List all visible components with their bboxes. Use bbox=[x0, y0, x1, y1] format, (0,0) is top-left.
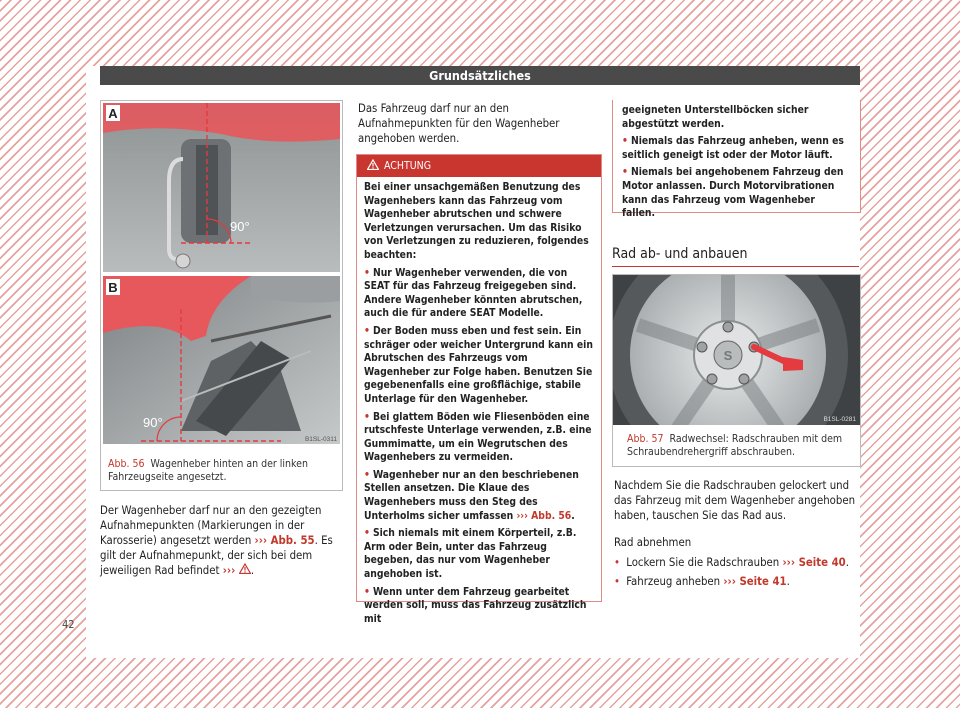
warning-item-text: Niemals bei angehobenem Fahrzeug den Motor anlassen. Durch Motorvibrationen kann das Fahrzeug vom Wagenheber fallen. bbox=[622, 166, 844, 220]
warning-item: • Niemals bei angehobenem Fahrzeug den Motor anlassen. Durch Motorvibrationen kann das Fahrzeug vom Wagenheber fallen. bbox=[622, 166, 844, 220]
figure-56-label-a: A bbox=[108, 106, 118, 121]
svg-text:S: S bbox=[723, 348, 733, 363]
page-header: Grundsätzliches bbox=[100, 66, 860, 85]
warning-icon bbox=[367, 159, 379, 170]
figure-56-label-b: B bbox=[108, 280, 118, 295]
rad-abnehmen-item-text: Lockern Sie die Radschrauben bbox=[626, 556, 780, 569]
warning-item-text: Sich niemals mit einem Körperteil, z.B. Arm oder Bein, unter das Fahrzeug begeben, das nur vom Wagenheber angehoben ist. bbox=[364, 527, 577, 581]
warning-box bbox=[356, 154, 602, 625]
figure-56-angle-a: 90° bbox=[230, 219, 250, 234]
link-arrow: ››› bbox=[254, 534, 268, 547]
warning-item: • Bei glattem Böden wie Fliesenböden eine rutschfeste Unterlage verwenden, z.B. eine Gummimatte, um ein Wegrutschen des Wagenhebers zu vermeiden. bbox=[364, 410, 592, 464]
warning-item-link[interactable]: ››› Abb. 56 bbox=[516, 509, 572, 522]
figure-56-angle-b: 90° bbox=[143, 415, 163, 430]
figure-56-code: B1SL-0311 bbox=[304, 436, 337, 443]
figure-57-caption-text: Radwechsel: Radschrauben mit dem Schraubendrehergriff abschrauben. bbox=[627, 433, 843, 458]
figure-57-code: B1SL-0281 bbox=[823, 416, 856, 423]
rad-abnehmen-item-link[interactable]: ››› Seite 41 bbox=[723, 575, 787, 588]
warning-item: • Der Boden muss eben und fest sein. Ein schräger oder weicher Untergrund kann ein Abrutschen des Fahrzeugs vom Wagenheber zur Folge haben. Benutzen Sie gegebenenfalls eine großflächige, stabile Unterlage für den Wagenheber. bbox=[364, 324, 593, 405]
warning-triangle-icon bbox=[239, 563, 251, 574]
warning-item-text: Bei glattem Böden wie Fliesenböden eine rutschfeste Unterlage verwenden, z.B. eine Gummimatte, um ein Wegrutschen des Wagenhebers zu vermeiden. bbox=[364, 410, 592, 464]
warning-header bbox=[357, 155, 601, 177]
warning-item-text: Der Boden muss eben und fest sein. Ein schräger oder weicher Untergrund kann ein Abrutschen des Fahrzeugs vom Wagenheber zur Folge haben. Benutzen Sie gegebenenfalls eine großflächige, stabile Unterlage für den Wagenheber. bbox=[364, 324, 593, 405]
page-number: 42 bbox=[62, 618, 75, 631]
warning-item-link-text: Abb. 56 bbox=[531, 509, 572, 522]
left-paragraph: Der Wagenheber darf nur an den gezeigten Aufnahmepunkten (Markierungen in der Karosserie) angesetzt werden ››› Abb. 55. Es gilt der Aufnahmepunkt, der sich bei dem jeweiligen Rad befindet ››› . bbox=[100, 504, 333, 577]
warning-item-text: Niemals das Fahrzeug anheben, wenn es seitlich geneigt ist oder der Motor läuft. bbox=[622, 135, 844, 161]
figure-57-caption-number: Abb. 57 bbox=[627, 433, 664, 445]
link-text: Abb. 55 bbox=[270, 534, 315, 547]
warning-reference-arrow: ››› bbox=[222, 564, 236, 577]
rad-abnehmen-title: Rad abnehmen bbox=[614, 536, 692, 549]
warning-item: • Sich niemals mit einem Körperteil, z.B. Arm oder Bein, unter das Fahrzeug begeben, das nur vom Wagenheber angehoben ist. bbox=[364, 527, 577, 581]
warning-item-text: Nur Wagenheber verwenden, die von SEAT für das Fahrzeug freigegeben sind. Andere Wagenheber könnten abrutschen, auch die für andere SEAT Modelle. bbox=[364, 266, 583, 320]
warning-body bbox=[357, 177, 601, 634]
figure-56-caption-number: Abb. 56 bbox=[108, 458, 145, 470]
figure-56 bbox=[100, 100, 343, 491]
warning-box-continued bbox=[612, 100, 861, 220]
rad-abnehmen-item-link[interactable]: ››› Seite 40 bbox=[782, 556, 846, 569]
warning-item: • Niemals das Fahrzeug anheben, wenn es seitlich geneigt ist oder der Motor läuft. bbox=[622, 135, 844, 161]
warning-item-text: Wenn unter dem Fahrzeug gearbeitet werden soll, muss das Fahrzeug zusätzlich mit bbox=[364, 585, 587, 625]
figure-57 bbox=[612, 274, 861, 467]
left-paragraph-text-1: Der Wagenheber darf nur an den gezeigten Aufnahmepunkten (Markierungen in der Karosserie) angesetzt werden bbox=[100, 504, 322, 547]
rad-abnehmen-item-text: Fahrzeug anheben bbox=[626, 575, 721, 588]
figure-57-illustration bbox=[613, 275, 860, 425]
figure-57-caption bbox=[627, 433, 855, 459]
rad-abnehmen-item: • Lockern Sie die Radschrauben ››› Seite 40. bbox=[614, 556, 849, 569]
figure-56-illustration bbox=[101, 101, 342, 490]
warning-item: • Wagenheber nur an den beschriebenen Stellen ansetzen. Die Klaue des Wagenhebers muss den Steg des Unterholms sicher umfassen ››› Abb. 56. bbox=[364, 468, 579, 522]
left-paragraph-text-2: . Es gilt der Aufnahmepunkt, der sich bei dem jeweiligen Rad befindet bbox=[100, 534, 333, 577]
warning-item: • Nur Wagenheber verwenden, die von SEAT für das Fahrzeug freigegeben sind. Andere Wagenheber könnten abrutschen, auch die für andere SEAT Modelle. bbox=[364, 266, 583, 320]
warning-item: • Wenn unter dem Fahrzeug gearbeitet werden soll, muss das Fahrzeug zusätzlich mit bbox=[364, 585, 587, 625]
warning-continued-body bbox=[613, 100, 860, 229]
right-paragraph: Nachdem Sie die Radschrauben gelockert und das Fahrzeug mit dem Wagenheber angehoben haben, tauschen Sie das Rad aus. bbox=[614, 479, 856, 522]
middle-intro: Das Fahrzeug darf nur an den Aufnahmepunkten für den Wagenheber angehoben werden. bbox=[358, 102, 560, 145]
warning-reference[interactable] bbox=[223, 564, 251, 577]
warning-title: ACHTUNG bbox=[384, 160, 432, 172]
rad-abnehmen-item-ref: Seite 41 bbox=[739, 575, 787, 588]
rad-abnehmen-item-ref: Seite 40 bbox=[798, 556, 846, 569]
figure-56-caption-text: Wagenheber hinten an der linken Fahrzeugseite angesetzt. bbox=[108, 458, 308, 483]
figure-56-caption bbox=[108, 458, 338, 484]
rad-abnehmen-item: • Fahrzeug anheben ››› Seite 41. bbox=[614, 575, 790, 588]
section-title: Rad ab- und anbauen bbox=[612, 246, 859, 267]
left-paragraph-link[interactable] bbox=[255, 534, 315, 547]
warning-continuation: geeigneten Unterstellböcken sicher abgestützt werden. bbox=[622, 104, 809, 130]
warning-intro: Bei einer unsachgemäßen Benutzung des Wagenhebers kann das Fahrzeug vom Wagenheber abrutschen und schwere Verletzungen verursachen. Um das Risiko von Verletzungen zu reduzieren, folgendes beachten: bbox=[364, 181, 589, 261]
warning-item-text: Wagenheber nur an den beschriebenen Stellen ansetzen. Die Klaue des Wagenhebers muss den Steg des Unterholms sicher umfassen bbox=[364, 468, 579, 522]
